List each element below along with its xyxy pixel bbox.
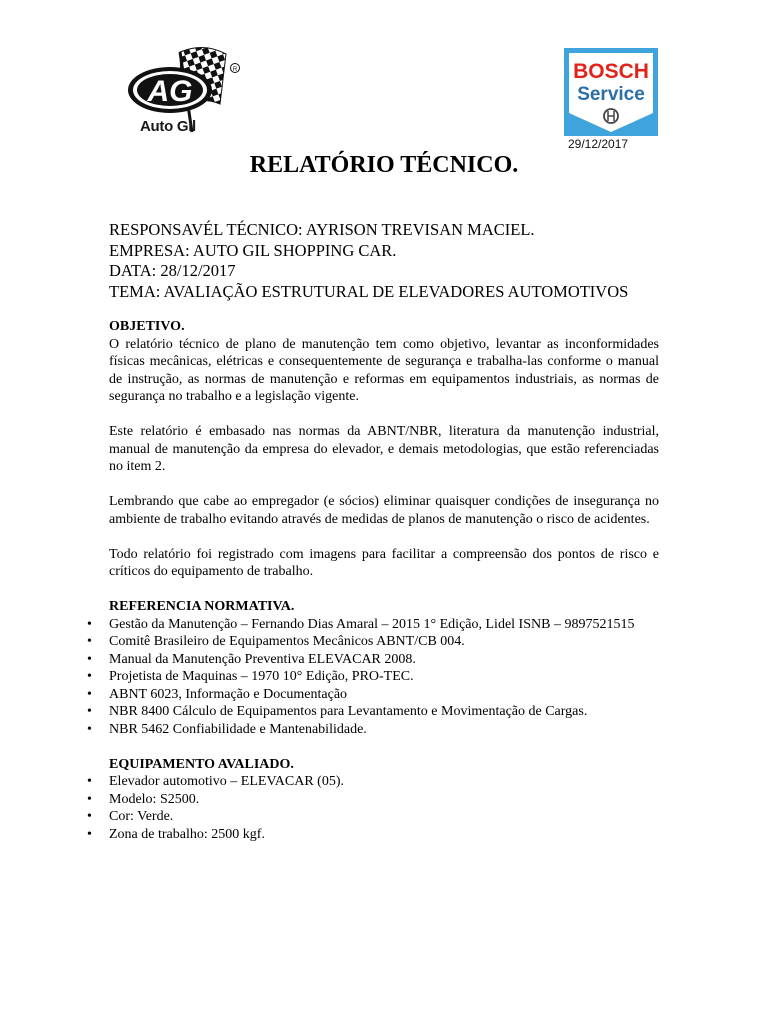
list-item: • NBR 8400 Cálculo de Equipamentos para Levantamento e Movimentação de Cargas. xyxy=(109,703,659,721)
bosch-service-logo xyxy=(564,48,658,136)
page-title: RELATÓRIO TÉCNICO. xyxy=(249,152,519,178)
svg-text:R: R xyxy=(232,67,238,73)
list-item: • Gestão da Manutenção – Fernando Dias Amaral – 2015 1° Edição, Lidel ISNB – 9897521515 xyxy=(109,616,659,634)
list-item: • Projetista de Maquinas – 1970 10° Edição, PRO-TEC. xyxy=(109,668,659,686)
bosch-service: Service xyxy=(577,84,645,105)
objective-paragraph-3: Lembrando que cabe ao empregador (e sócios) eliminar quaisquer condições de insegurança no ambiente de trabalho evitando através de medidas de planos de manutenção o risco de acidentes. xyxy=(109,494,659,527)
responsible-line: RESPONSAVÉL TÉCNICO: AYRISON TREVISAN MACIEL. xyxy=(109,220,535,239)
list-item: • Comitê Brasileiro de Equipamentos Mecânicos ABNT/CB 004. xyxy=(109,633,659,651)
equipment-list xyxy=(109,773,659,843)
list-item: • Manual da Manutenção Preventiva ELEVACAR 2008. xyxy=(109,651,659,669)
company-line: EMPRESA: AUTO GIL SHOPPING CAR. xyxy=(109,240,397,260)
equipment-heading: EQUIPAMENTO AVALIADO. xyxy=(109,756,294,772)
bosch-date: 29/12/2017 xyxy=(568,137,629,151)
objective-paragraph-4: Todo relatório foi registrado com imagens para facilitar a compreensão dos pontos de risco e críticos do equipamento de trabalho. xyxy=(109,546,659,579)
objective-paragraph-1: O relatório técnico de plano de manutenção tem como objetivo, levantar as inconformidades físicas mecânicas, elétricas e consequentemente de segurança e trabalha-las conforme o manual de instrução, as normas de manutenção e reformas em equipamentos industriais, as normas de segurança no trabalho e a legislação vigente. xyxy=(109,336,659,404)
objective-paragraph-2: Este relatório é embasado nas normas da ABNT/NBR, literatura da manutenção industrial, manual de manutenção da empresa do elevador, e demais metodologias, que estão referenciadas no item 2. xyxy=(109,424,659,474)
list-item: • ABNT 6023, Informação e Documentação xyxy=(109,686,659,704)
list-item: • Zona de trabalho: 2500 kgf. xyxy=(109,826,659,844)
list-item: • NBR 5462 Confiabilidade e Mantenabilidade. xyxy=(109,721,659,739)
list-item: • Modelo: S2500. xyxy=(109,791,659,809)
report-body xyxy=(109,318,659,843)
list-item: • Elevador automotivo – ELEVACAR (05). xyxy=(109,773,659,791)
list-item: • Cor: Verde. xyxy=(109,808,659,826)
report-header xyxy=(109,220,628,302)
bosch-brand: BOSCH xyxy=(573,60,649,83)
ag-mark: AG xyxy=(147,75,193,108)
theme-line: TEMA: AVALIAÇÃO ESTRUTURAL DE ELEVADORES AUTOMOTIVOS xyxy=(109,281,629,301)
references-heading: REFERENCIA NORMATIVA. xyxy=(109,599,295,614)
references-list xyxy=(109,616,659,739)
objective-heading: OBJETIVO. xyxy=(109,319,185,334)
date-line: DATA: 28/12/2017 xyxy=(109,261,236,280)
auto-gil-name: Auto Gil xyxy=(140,118,196,135)
